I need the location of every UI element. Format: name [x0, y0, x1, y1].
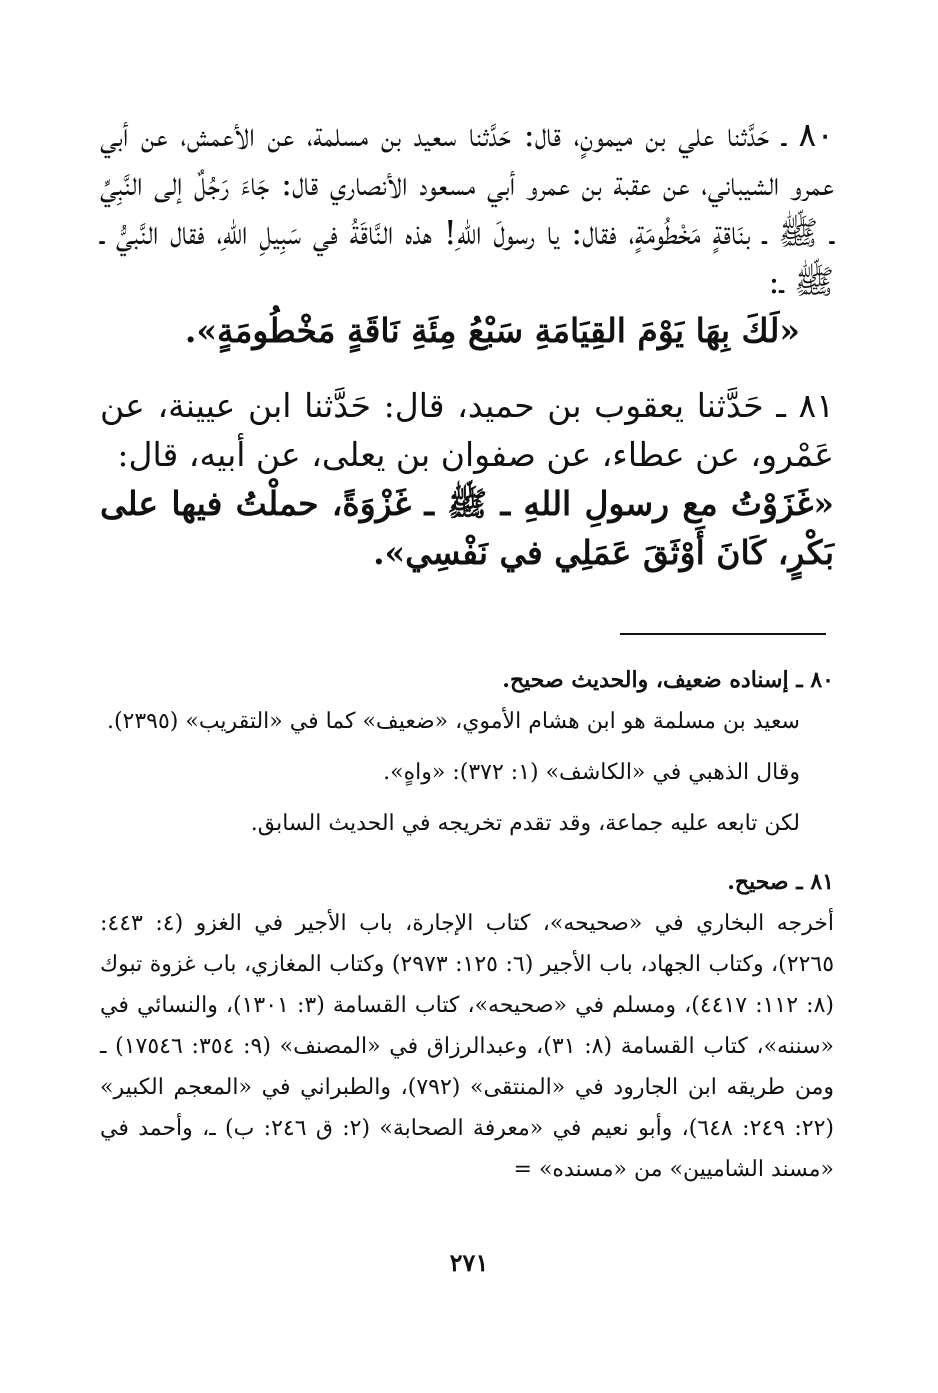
footnote-80-verdict: ٨٠ ـ إسناده ضعيف، والحديث صحيح. — [502, 667, 834, 693]
hadith-81 — [100, 381, 834, 577]
footnote-81-para-1: أخرجه البخاري في «صحيحه»، كتاب الإجارة، باب الأجير في الغزو (٤: ٤٤٣: ٢٢٦٥)، وكتاب الجهاد، باب الأجير (٦: ١٢٥: ٢٩٧٣) وكتاب المغازي، باب غزوة تبوك (٨: ١١٢: ٤٤١٧)، ومسلم في «صحيحه»، كتاب القسامة (٣: ١٣٠١)، والنسائي في «سننه»، كتاب القسامة (٨: ٣١)، وعبدالرزاق في «المصنف» (٩: ٣٥٤: ١٧٥٤٦) ـ ومن طريقه ابن الجارود في «المنتقى» (٧٩٢)، والطبراني في «المعجم الكبير» (٢٢: ٢٤٩: ٦٤٨)، وأبو نعيم في «معرفة الصحابة» (٢: ق ٢٤٦: ب) ـ، وأحمد في «مسند الشاميين» من «مسنده» = — [100, 911, 835, 1182]
footnote-81 — [100, 862, 834, 1190]
hadith-80-isnad: ٨٠ ـ حَدَّثنا علي بن ميمونٍ، قال: حَدَّثنا سعيد بن مسلمة، عن الأعمش، عن أبي عمرو الشيباني، عن عقبة بن عمرو أبي مسعود الأنصاري قال: جَاءَ رَجُلٌ إلى النَّبِيِّ ـ ﷺ ـ بنَاقةٍ مَخْطُومَةٍ، فقال: يا رسولَ اللهِ! هذه النَّاقَةُ في سَبِيلِ اللهِ، فقال النَّبيُّ ـ ﷺ ـ: — [100, 115, 834, 301]
footnote-80 — [100, 660, 834, 844]
footnotes — [100, 660, 834, 1190]
hadith-81-matn: «غَزَوْتُ مع رسولِ اللهِ ـ ﷺ ـ غَزْوَةً، حملْتُ فيها على بَكْرٍ، كَانَ أَوْثَقَ عَمَلِي في نَفْسِي». — [100, 484, 834, 572]
hadith-81-isnad: ٨١ ـ حَدَّثنا يعقوب بن حميد، قال: حَدَّثنا ابن عيينة، عن عَمْرو، عن عطاء، عن صفوان بن يعلى، عن أبيه، قال: — [100, 386, 834, 474]
footnote-81-verdict: ٨١ ـ صحيح. — [727, 869, 834, 895]
hadith-80-matn: «لَكَ بِهَا يَوْمَ القِيَامَةِ سَبْعُ مِئَةِ نَاقَةٍ مَخْطُومَةٍ». — [184, 311, 800, 350]
page-number: ٢٧١ — [449, 1248, 489, 1277]
footnote-80-para-1: سعيد بن مسلمة هو ابن هشام الأموي، «ضعيف» كما في «التقريب» (٢٣٩٥). — [106, 709, 800, 734]
footnote-80-para-3: لكن تابعه عليه جماعة، وقد تقدم تخريجه في الحديث السابق. — [250, 811, 800, 836]
main-text — [100, 110, 834, 577]
footnote-separator — [620, 633, 826, 635]
hadith-80 — [100, 110, 834, 355]
footnote-80-para-2: وقال الذهبي في «الكاشف» (١: ٣٧٢): «واهٍ». — [383, 760, 800, 785]
